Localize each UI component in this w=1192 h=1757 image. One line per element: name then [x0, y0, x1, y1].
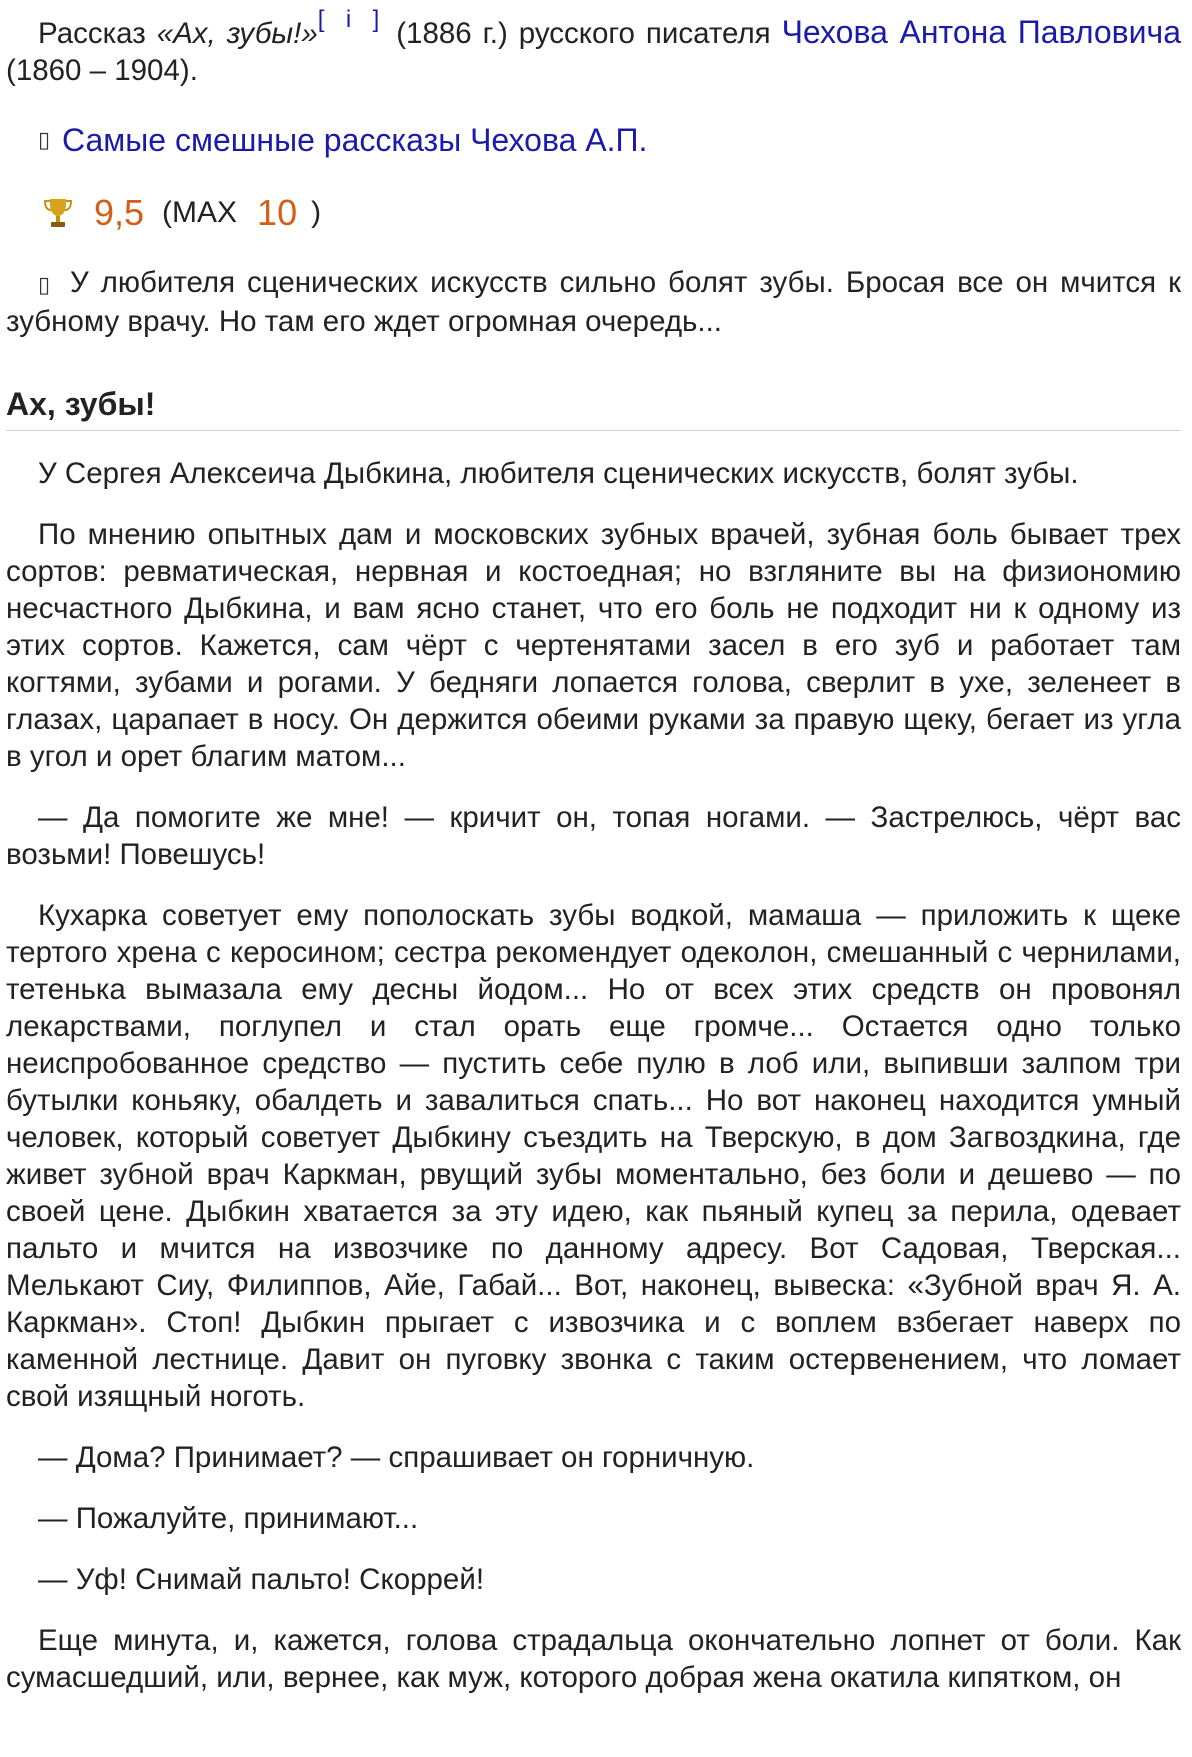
intro-year-text: (1886 г.) русского писателя	[385, 17, 782, 50]
intro-paragraph	[6, 6, 1181, 89]
story-body	[6, 455, 1181, 1696]
intro-prefix: Рассказ	[38, 17, 157, 50]
story-paragraph: — Дома? Принимает? — спрашивает он горничную.	[38, 1441, 755, 1474]
story-heading: Ах, зубы!	[6, 384, 1181, 431]
rating-close: )	[311, 196, 322, 229]
story-paragraph: — Пожалуйте, принимают...	[38, 1502, 419, 1535]
collection-link[interactable]: Самые смешные рассказы Чехова А.П.	[62, 122, 648, 158]
story-paragraph: Кухарка советует ему пополоскать зубы водкой, мамаша — приложить к щеке тертого хрена с керосином; сестра рекомендует одеколон, смешанный с чернилами, тетенька вымазала ему десны йодом... Но от всех этих средств он провонял лекарствами, поглупел и стал орать еще громче... Остается одно только неиспробованное средство — пустить себе пулю в лоб или, выпивши залпом три бутылки коньяку, обалдеть и завалиться спать... Но вот наконец находится умный человек, который советует Дыбкину съездить на Тверскую, в дом Загвоздкина, где живет зубной врач Каркман, рвущий зубы моментально, без боли и дешево — по своей цене. Дыбкин хватается за эту идею, как пьяный купец за перила, одевает пальто и мчится на извозчике по данному адресу. Вот Садовая, Тверская... Мелькают Сиу, Филиппов, Айе, Габай... Вот, наконец, вывеска: «Зубной врач Я. А. Каркман». Стоп! Дыбкин прыгает с извозчика и с воплем взбегает наверх по каменной лестнице. Давит он пуговку звонка с таким остервенением, что ломает свой изящный ноготь.	[6, 899, 1181, 1413]
summary-text: У любителя сценических искусств сильно болят зубы. Бросая все он мчится к зубному врачу. Но там его ждет огромная очередь...	[6, 266, 1181, 338]
collection-row	[38, 118, 1181, 162]
story-paragraph: — Уф! Снимай пальто! Скоррей!	[38, 1563, 485, 1596]
rating-score: 9,5	[94, 192, 145, 233]
summary-paragraph	[6, 264, 1181, 340]
rating-max-label: (MAX	[162, 196, 238, 229]
rating-max-value: 10	[257, 192, 298, 233]
author-years: (1860 – 1904).	[6, 54, 198, 87]
article	[6, 6, 1181, 1696]
story-paragraph: — Да помогите же мне! — кричит он, топая ногами. — Застрелюсь, чёрт вас возьми! Повешусь!	[6, 801, 1181, 871]
story-paragraph: Еще минута, и, кажется, голова страдальца окончательно лопнет от боли. Как сумасшедший, или, вернее, как муж, которого добрая жена окатила кипятком, он	[6, 1624, 1181, 1694]
story-paragraph: У Сергея Алексеича Дыбкина, любителя сценических искусств, болят зубы.	[38, 457, 1079, 490]
reference-link[interactable]: [ i ]	[317, 6, 386, 33]
story-title-inline: «Ах, зубы!»	[156, 17, 318, 50]
box-glyph-icon: ▯	[38, 272, 51, 297]
box-glyph-icon: ▯	[38, 127, 51, 152]
trophy-icon	[42, 196, 74, 230]
story-paragraph: По мнению опытных дам и московских зубных врачей, зубная боль бывает трех сортов: ревматическая, нервная и костоедная; но взгляните вы на физиономию несчастного Дыбкина, и вам ясно станет, что его боль не подходит ни к одному из этих сортов. Кажется, сам чёрт с чертенятами засел в его зуб и работает там когтями, зубами и рогами. У бедняги лопается голова, сверлит в ухе, зеленеет в глазах, царапает в носу. Он держится обеими руками за правую щеку, бегает из угла в угол и орет благим матом...	[6, 518, 1181, 773]
rating-row	[42, 188, 1181, 238]
author-link[interactable]: Чехова Антона Павловича	[781, 14, 1181, 50]
